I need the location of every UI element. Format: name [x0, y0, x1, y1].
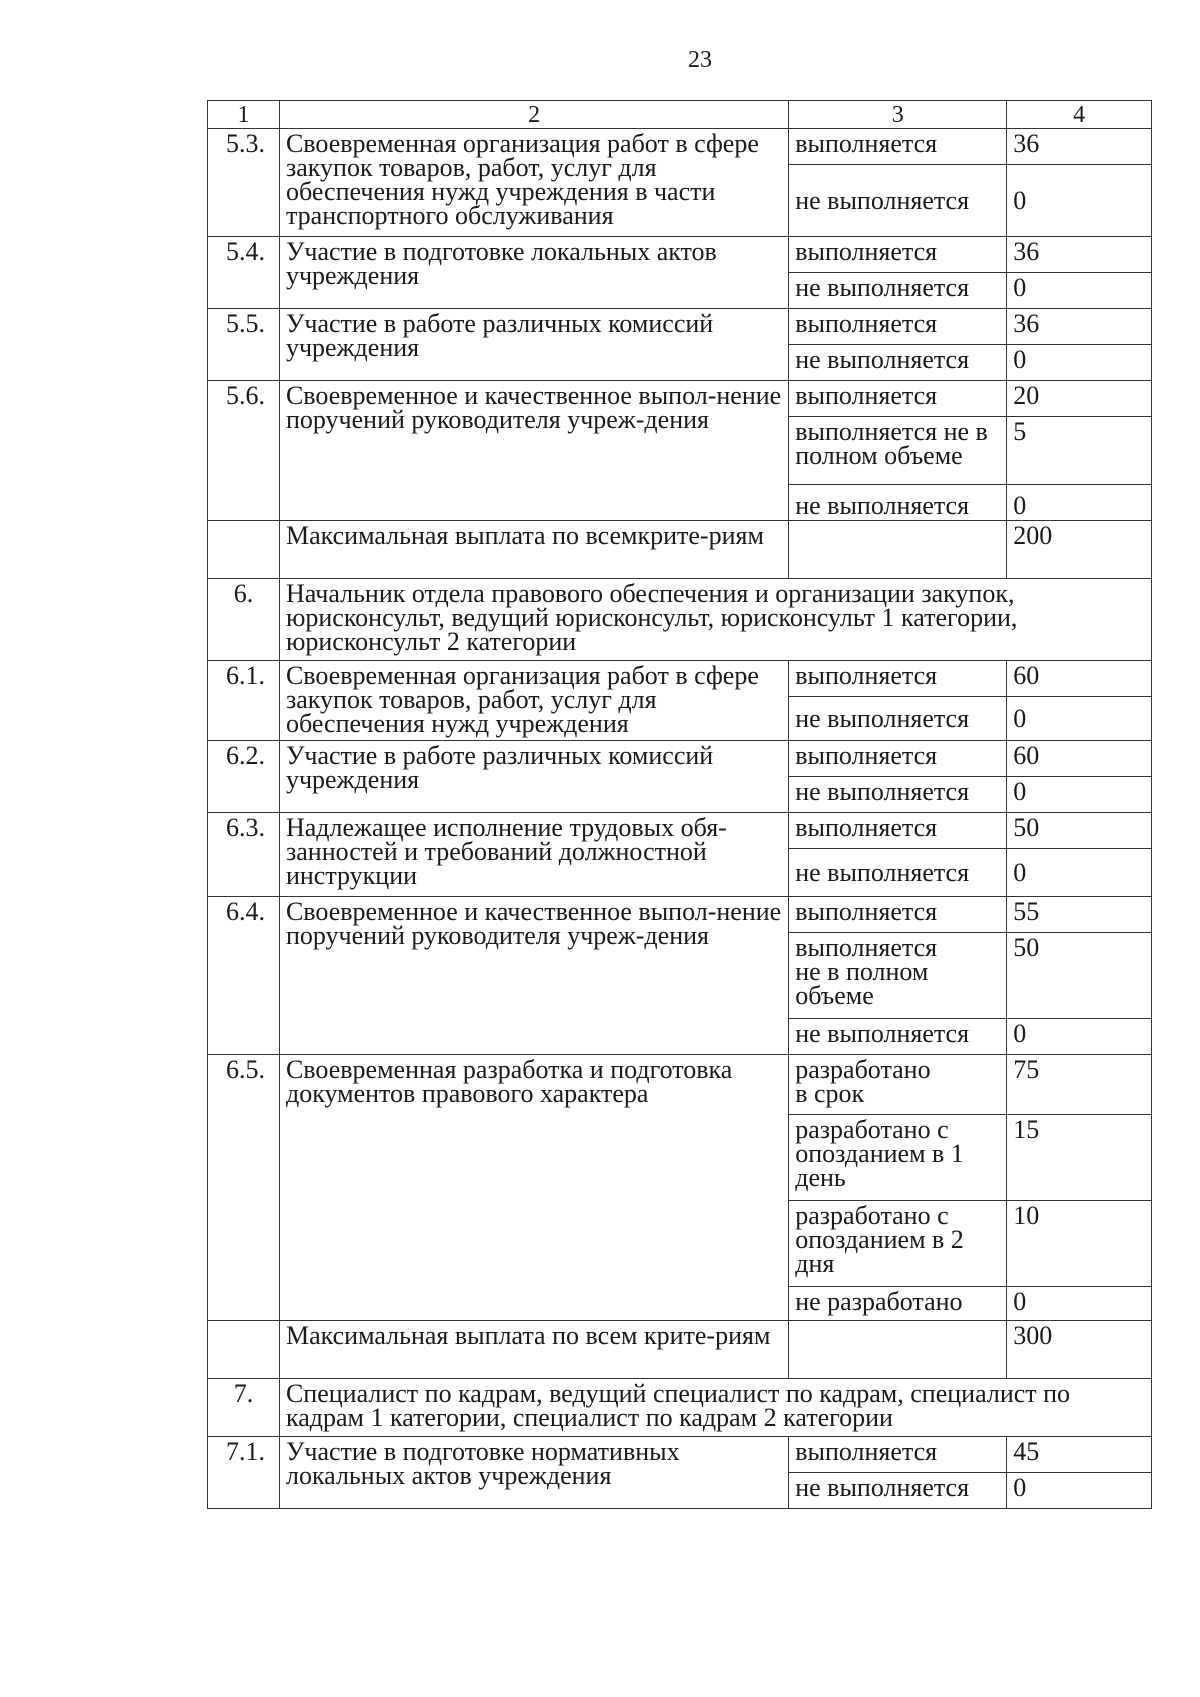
status-text: выполняется: [789, 813, 1007, 849]
row-number: 5.4.: [208, 237, 280, 309]
points-value: 36: [1007, 309, 1152, 345]
header-col-1: 1: [208, 101, 280, 129]
status-text: не выполняется: [789, 273, 1007, 309]
row-number: 5.6.: [208, 381, 280, 521]
status-text: разработано с опозданием в 2 дня: [789, 1201, 1007, 1287]
points-value: 5: [1007, 417, 1152, 485]
points-value: 60: [1007, 661, 1152, 697]
table-row: [208, 381, 1152, 417]
points-value: 36: [1007, 129, 1152, 165]
table-row: [208, 1321, 1152, 1379]
points-value: 0: [1007, 849, 1152, 897]
table-header-row: [208, 101, 1152, 129]
points-value: 60: [1007, 741, 1152, 777]
criterion-text: Своевременная организация работ в сфере закупок товаров, работ, услуг для обеспечения нужд учреждения: [279, 661, 788, 741]
criteria-table: [207, 100, 1152, 1509]
table-row: [208, 1055, 1152, 1115]
criterion-text: Участие в подготовке нормативных локальных актов учреждения: [279, 1437, 788, 1509]
points-value: 15: [1007, 1115, 1152, 1201]
row-number: 6.5.: [208, 1055, 280, 1321]
points-value: 0: [1007, 697, 1152, 741]
status-text: не выполняется: [789, 1473, 1007, 1509]
empty-cell: [789, 521, 1007, 579]
status-text: выполняется: [789, 237, 1007, 273]
criterion-text: Своевременная разработка и подготовка документов правового характера: [279, 1055, 788, 1321]
max-payment-label: Максимальная выплата по всем крите-риям: [279, 1321, 788, 1379]
status-text: выполняется: [789, 309, 1007, 345]
points-value: 0: [1007, 345, 1152, 381]
table-row: [208, 309, 1152, 345]
table-row: [208, 661, 1152, 697]
row-number: 7.1.: [208, 1437, 280, 1509]
status-text: выполняется: [789, 129, 1007, 165]
header-col-3: 3: [789, 101, 1007, 129]
header-col-4: 4: [1007, 101, 1152, 129]
status-text: выполняется: [789, 661, 1007, 697]
max-payment-value: 300: [1007, 1321, 1152, 1379]
group-title: Специалист по кадрам, ведущий специалист по кадрам, специалист по кадрам 1 категории, специалист по кадрам 2 категории: [279, 1379, 1151, 1437]
status-text: выполняется: [789, 741, 1007, 777]
criterion-text: Участие в работе различных комиссий учреждения: [279, 309, 788, 381]
criterion-text: Своевременное и качественное выпол-нение поручений руководителя учреж-дения: [279, 381, 788, 521]
table-row: [208, 237, 1152, 273]
points-value: 0: [1007, 1287, 1152, 1321]
points-value: 50: [1007, 813, 1152, 849]
header-col-2: 2: [279, 101, 788, 129]
status-text: выполняется не в полном объеме: [789, 417, 1007, 485]
points-value: 50: [1007, 933, 1152, 1019]
points-value: 45: [1007, 1437, 1152, 1473]
table-row: [208, 897, 1152, 933]
points-value: 0: [1007, 1019, 1152, 1055]
page-number: 23: [688, 47, 712, 73]
row-number: 5.5.: [208, 309, 280, 381]
status-text: не выполняется: [789, 1019, 1007, 1055]
empty-cell: [208, 1321, 280, 1379]
group-row: [208, 1379, 1152, 1437]
status-text: не выполняется: [789, 777, 1007, 813]
empty-cell: [208, 521, 280, 579]
status-text: выполняется: [789, 381, 1007, 417]
row-number: 6.1.: [208, 661, 280, 741]
table-row: [208, 521, 1152, 579]
row-number: 6.3.: [208, 813, 280, 897]
status-text: не выполняется: [789, 485, 1007, 521]
group-row: [208, 579, 1152, 661]
status-text: выполняется не в полном объеме: [789, 933, 1007, 1019]
status-text: не выполняется: [789, 849, 1007, 897]
row-number: 6.2.: [208, 741, 280, 813]
status-text: не выполняется: [789, 165, 1007, 237]
points-value: 75: [1007, 1055, 1152, 1115]
points-value: 0: [1007, 165, 1152, 237]
row-number: 5.3.: [208, 129, 280, 237]
criterion-text: Своевременное и качественное выпол-нение поручений руководителя учреж-дения: [279, 897, 788, 1055]
status-text: выполняется: [789, 1437, 1007, 1473]
table-row: [208, 741, 1152, 777]
points-value: 0: [1007, 273, 1152, 309]
group-number: 7.: [208, 1379, 280, 1437]
points-value: 55: [1007, 897, 1152, 933]
group-number: 6.: [208, 579, 280, 661]
max-payment-value: 200: [1007, 521, 1152, 579]
criterion-text: Своевременная организация работ в сфере закупок товаров, работ, услуг для обеспечения нужд учреждения в части транспортного обслуживания: [279, 129, 788, 237]
criterion-text: Участие в подготовке локальных актов учреждения: [279, 237, 788, 309]
criterion-text: Надлежащее исполнение трудовых обя-занностей и требований должностной инструкции: [279, 813, 788, 897]
status-text: не выполняется: [789, 697, 1007, 741]
group-title: Начальник отдела правового обеспечения и организации закупок, юрисконсульт, ведущий юрисконсульт, юрисконсульт 1 категории, юрисконсульт 2 категории: [279, 579, 1151, 661]
status-text: не разработано: [789, 1287, 1007, 1321]
status-text: разработано в срок: [789, 1055, 1007, 1115]
status-text: не выполняется: [789, 345, 1007, 381]
empty-cell: [789, 1321, 1007, 1379]
table-row: [208, 1437, 1152, 1473]
status-text: разработано с опозданием в 1 день: [789, 1115, 1007, 1201]
row-number: 6.4.: [208, 897, 280, 1055]
points-value: 0: [1007, 777, 1152, 813]
criterion-text: Участие в работе различных комиссий учреждения: [279, 741, 788, 813]
points-value: 10: [1007, 1201, 1152, 1287]
max-payment-label: Максимальная выплата по всемкрите-риям: [279, 521, 788, 579]
points-value: 36: [1007, 237, 1152, 273]
table-row: [208, 813, 1152, 849]
table-row: [208, 129, 1152, 165]
points-value: 0: [1007, 1473, 1152, 1509]
status-text: выполняется: [789, 897, 1007, 933]
points-value: 20: [1007, 381, 1152, 417]
points-value: 0: [1007, 485, 1152, 521]
